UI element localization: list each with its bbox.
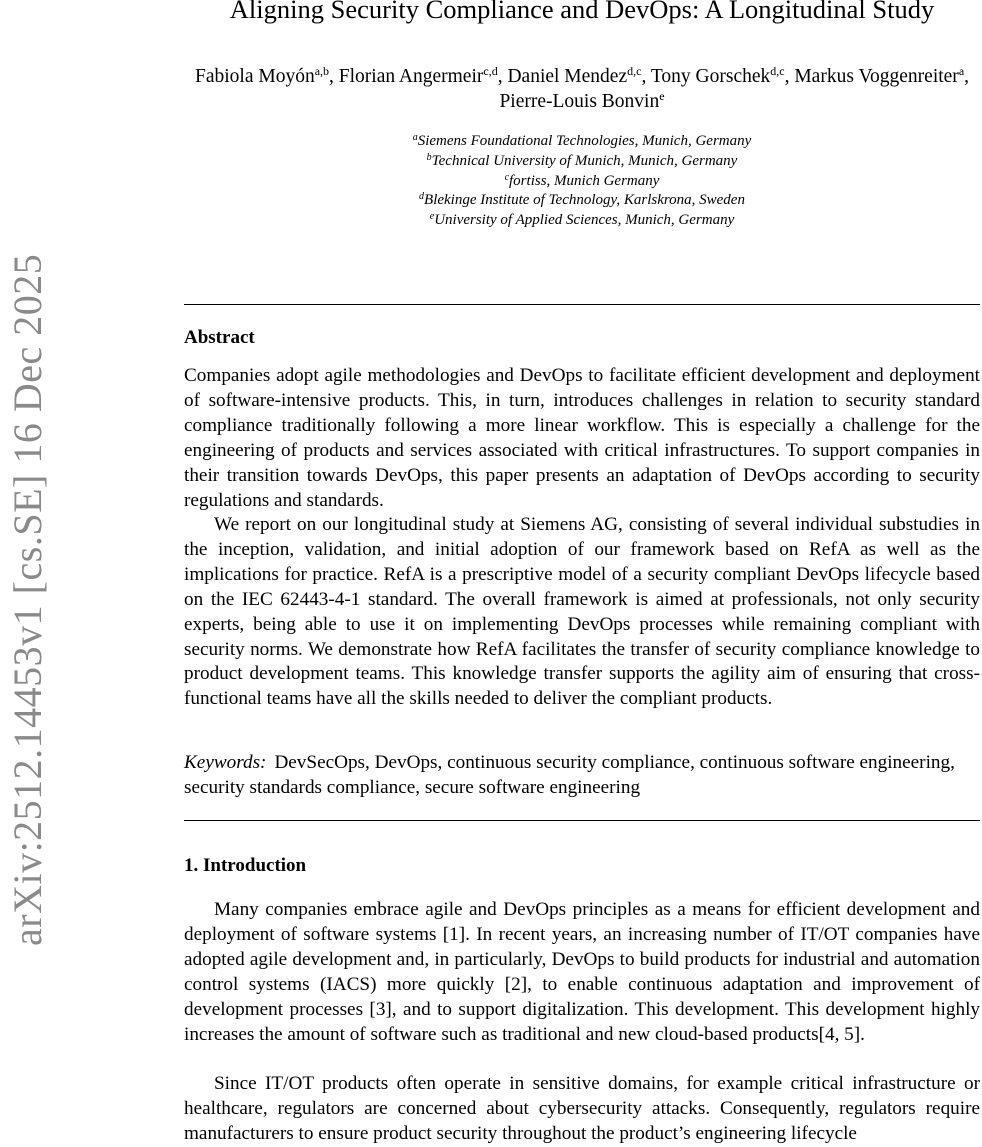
introduction-paragraph: Many companies embrace agile and DevOps principles as a means for efficient development and deployment of software systems [1]. In recent years, an increasing number of IT/OT companies have adopted agile development and, in particularly, DevOps to build products for industrial and automation control systems (IACS) more quickly [2], to enable continuous adaptation and improvement of development processes [3], and to support digitalization. This development. This development highly increases the amount of software such as traditional and new cloud-based products[4, 5]. xyxy=(184,899,980,1045)
affiliation-text: Technical University of Munich, Munich, Germany xyxy=(431,152,738,169)
affiliation-line xyxy=(184,211,980,231)
author-name: Pierre-Louis Bonvin xyxy=(499,91,660,112)
author-affiliation-marker: a,b xyxy=(314,64,330,78)
keywords-text: DevSecOps, DevOps, continuous security compliance, continuous software engineering, security standards compliance, secure software engineering xyxy=(184,752,955,798)
abstract-heading: Abstract xyxy=(184,327,255,348)
author-name: Markus Voggenreiter xyxy=(794,66,959,87)
affiliation-key: c xyxy=(504,171,510,183)
affiliation-line xyxy=(184,191,980,211)
affiliation-text: fortiss, Munich Germany xyxy=(509,172,660,189)
author-name: Fabiola Moyón xyxy=(194,66,315,87)
author-affiliation-marker: d,c xyxy=(627,64,642,78)
affiliation-text: Siemens Foundational Technologies, Munich, Germany xyxy=(417,133,752,149)
author-name: Daniel Mendez xyxy=(507,66,628,87)
arxiv-identifier: arXiv:2512.14453v1 [cs.SE] 16 Dec 2025 xyxy=(5,253,50,946)
affiliation-list xyxy=(184,132,980,231)
affiliation-key: d xyxy=(419,191,425,203)
abstract-bottom-rule xyxy=(184,820,980,821)
abstract-paragraph: Companies adopt agile methodologies and DevOps to facilitate efficient development and deployment of software-intensive products. This, in turn, introduces challenges in relation to security standard compliance traditionally following a more linear workflow. This is especially a challenge for the engineering of products and services associated with critical infrastructures. To support companies in their transition towards DevOps, this paper presents an adaptation of DevOps according to security regulations and standards. xyxy=(184,365,980,511)
author-affiliation-marker: a xyxy=(958,64,965,78)
introduction-paragraph: Since IT/OT products often operate in sensitive domains, for example critical infrastructure or healthcare, regulators are concerned about cybersecurity attacks. Consequently, regulators require manufacturers to ensure product security throughout the product’s engineering lifecycle xyxy=(184,1073,980,1144)
author-list: Fabiola Moyón$^{a,b}$, Florian Angermeir$^{c,d}$, Daniel Mendez$^{d,c}$, Tony Gorschek$^{d,c}$, Markus Voggenreiter$^a$, Pierre-Louis Bonvin$^e$ xyxy=(194,64,970,112)
paper-title: Aligning Security Compliance and DevOps: A Longitudinal Study xyxy=(229,0,935,24)
author-name: Tony Gorschek xyxy=(650,66,771,87)
author-name: Florian Angermeir xyxy=(338,66,484,87)
affiliation-key: a xyxy=(412,132,418,143)
affiliation-key: e xyxy=(429,211,435,223)
affiliation-line xyxy=(184,152,980,172)
keywords-label: Keywords: xyxy=(184,752,267,773)
introduction-heading: 1. Introduction xyxy=(184,855,307,876)
abstract-top-rule xyxy=(184,304,980,305)
author-affiliation-marker: c,d xyxy=(483,64,498,78)
affiliation-text: University of Applied Sciences, Munich, Germany xyxy=(434,212,735,229)
affiliation-key: b xyxy=(426,151,432,163)
keywords-block xyxy=(184,751,980,801)
affiliation-line xyxy=(184,132,980,152)
author-affiliation-marker: e xyxy=(659,89,665,103)
affiliation-text: Blekinge Institute of Technology, Karlskrona, Sweden xyxy=(424,192,745,209)
affiliation-line xyxy=(184,172,980,192)
abstract-paragraph: We report on our longitudinal study at Siemens AG, consisting of several individual substudies in the inception, validation, and initial adoption of our framework based on RefA as well as the implications for practice. RefA is a prescriptive model of a security compliant DevOps lifecycle based on the IEC 62443-4-1 standard. The overall framework is aimed at professionals, not only security experts, being able to use it on implementing DevOps processes while remaining compliant with security norms. We demonstrate how RefA facilitates the transfer of security compliance knowledge to product development teams. This knowledge transfer supports the agility aim of ensuring that cross-functional teams have all the skills needed to deliver the compliant products. xyxy=(184,514,980,710)
author-affiliation-marker: d,c xyxy=(770,64,785,78)
